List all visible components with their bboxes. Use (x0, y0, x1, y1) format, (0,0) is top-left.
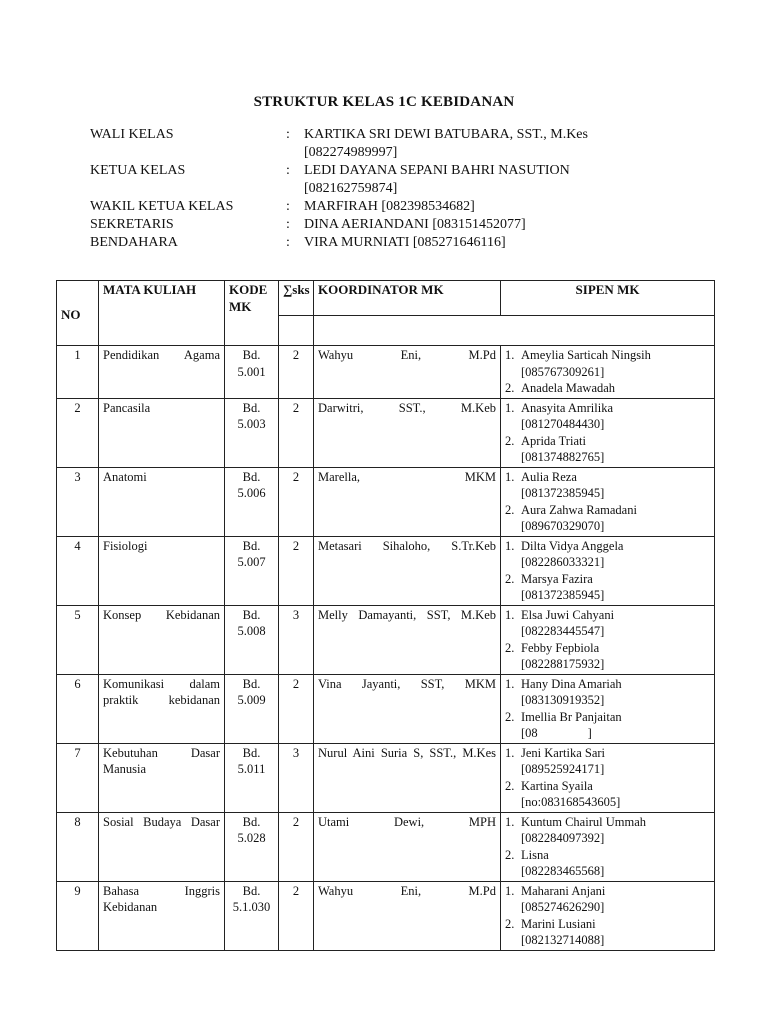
sipen-name: Ameylia Sarticah Ningsih (521, 348, 651, 362)
course-sipen (501, 398, 715, 467)
course-code: Bd. 5.006 (225, 467, 279, 536)
sipen-number: 1. (505, 883, 515, 898)
course-no: 6 (57, 674, 99, 743)
officer-name: MARFIRAH [082398534682] (304, 199, 475, 214)
sipen-phone: [081374882765] (521, 450, 605, 464)
sipen-name: Dilta Vidya Anggela (521, 538, 624, 553)
sipen-item (505, 778, 710, 795)
header-no: NO (57, 281, 99, 346)
course-no: 9 (57, 881, 99, 950)
officer-name: VIRA MURNIATI [085271646116] (304, 235, 506, 250)
course-coordinator: Wahyu Eni, M.Pd (314, 881, 501, 950)
sipen-item (505, 847, 710, 864)
header-kode-mk: KODE MK (225, 281, 279, 346)
course-sipen (501, 674, 715, 743)
sipen-name: Aulia Reza (521, 469, 577, 484)
course-no: 5 (57, 605, 99, 674)
sipen-item (505, 400, 710, 417)
sipen-number: 2. (505, 778, 515, 793)
officer-role: WALI KELAS (90, 127, 174, 142)
course-name: Bahasa Inggris Kebidanan (99, 881, 225, 950)
course-code: Bd. 5.003 (225, 398, 279, 467)
colon: : (286, 217, 290, 232)
course-coordinator: Nurul Aini Suria S, SST., M.Kes (314, 743, 501, 812)
officer-row (90, 126, 650, 162)
sipen-number: 2. (505, 640, 515, 655)
sipen-name: Anadela Mawadah (521, 381, 616, 395)
course-coordinator: Marella, MKM (314, 467, 501, 536)
sipen-phone: [085767309261] (521, 364, 605, 379)
course-code: Bd. 5.007 (225, 536, 279, 605)
sipen-number: 1. (505, 469, 515, 484)
sipen-number: 1. (505, 400, 515, 415)
course-sipen (501, 536, 715, 605)
colon: : (286, 163, 290, 178)
sipen-number: 1. (505, 348, 515, 362)
course-sipen (501, 881, 715, 950)
course-code: Bd. 5.008 (225, 605, 279, 674)
course-sks: 2 (279, 812, 314, 881)
header-mata-kuliah: MATA KULIAH (99, 281, 225, 346)
sipen-item (505, 607, 710, 624)
sipen-phone: [081372385945] (521, 588, 605, 602)
sipen-item (505, 709, 710, 726)
sipen-number: 2. (505, 571, 515, 586)
sipen-item (505, 814, 710, 831)
officer-row (90, 216, 650, 234)
sipen-item (505, 502, 710, 519)
course-sipen (501, 605, 715, 674)
course-coordinator: Vina Jayanti, SST, MKM (314, 674, 501, 743)
course-name: Komunikasi dalam praktik kebidanan (99, 674, 225, 743)
course-no: 8 (57, 812, 99, 881)
course-name: Konsep Kebidanan (99, 605, 225, 674)
officer-name: KARTIKA SRI DEWI BATUBARA, SST., M.Kes [082274989997] (304, 127, 588, 160)
course-coordinator: Darwitri, SST., M.Keb (314, 398, 501, 467)
course-table-body (57, 346, 715, 951)
sipen-name: Anasyita Amrilika (521, 400, 613, 415)
officer-row (90, 198, 650, 216)
sipen-number: 2. (505, 916, 515, 931)
sipen-name: Aprida Triati (521, 433, 586, 448)
sipen-name: Aura Zahwa Ramadani (521, 502, 637, 517)
course-coordinator: Utami Dewi, MPH (314, 812, 501, 881)
sipen-item (505, 640, 710, 657)
header-blank-cell (279, 316, 314, 346)
officer-row (90, 162, 650, 198)
header-koordinator: KOORDINATOR MK (314, 281, 501, 316)
course-row (57, 743, 715, 812)
sipen-name: Hany Dina Amariah (521, 676, 622, 691)
course-name: Pancasila (99, 398, 225, 467)
sipen-name: Jeni Kartika Sari (521, 745, 606, 760)
sipen-phone: [no:083168543605] (521, 795, 621, 809)
officer-role: BENDAHARA (90, 235, 178, 250)
sipen-phone: [081372385945] (521, 486, 605, 500)
officer-row (90, 234, 650, 252)
sipen-name: Kartina Syaila (521, 778, 593, 793)
course-row (57, 346, 715, 399)
document-title: STRUKTUR KELAS 1C KEBIDANAN (253, 94, 515, 110)
course-no: 3 (57, 467, 99, 536)
course-code: Bd. 5.001 (225, 346, 279, 399)
sipen-number: 2. (505, 433, 515, 448)
officer-role: KETUA KELAS (90, 163, 186, 178)
sipen-phone: [082286033321] (521, 555, 605, 569)
course-row (57, 605, 715, 674)
officer-name: LEDI DAYANA SEPANI BAHRI NASUTION [082162759874] (304, 163, 570, 196)
sipen-name: Marsya Fazira (521, 571, 593, 586)
officer-role: SEKRETARIS (90, 217, 174, 232)
officer-role: WAKIL KETUA KELAS (90, 199, 234, 214)
course-sks: 2 (279, 881, 314, 950)
course-sks: 3 (279, 605, 314, 674)
course-no: 1 (57, 346, 99, 399)
course-sks: 2 (279, 674, 314, 743)
header-sipen: SIPEN MK (501, 281, 715, 316)
course-code: Bd. 5.028 (225, 812, 279, 881)
sipen-number: 1. (505, 745, 515, 760)
sipen-name: Maharani Anjani (521, 883, 606, 898)
course-row (57, 467, 715, 536)
sipen-item (505, 347, 710, 364)
sipen-phone: [081270484430] (521, 417, 605, 431)
course-code: Bd. 5.1.030 (225, 881, 279, 950)
sipen-item (505, 916, 710, 933)
header-blank-cell (314, 316, 715, 346)
course-coordinator: Wahyu Eni, M.Pd (314, 346, 501, 399)
sipen-item (505, 571, 710, 588)
sipen-name: Imellia Br Panjaitan (521, 709, 622, 724)
sipen-number: 1. (505, 814, 515, 829)
sipen-phone: [08 ] (521, 726, 592, 740)
header-sks: ∑sks (279, 281, 314, 316)
course-sipen (501, 467, 715, 536)
sipen-number: 1. (505, 607, 515, 622)
sipen-phone: [089670329070] (521, 519, 605, 533)
sipen-name: Elsa Juwi Cahyani (521, 607, 615, 622)
sipen-item (505, 538, 710, 555)
course-name: Pendidikan Agama (99, 346, 225, 399)
sipen-phone: [085274626290] (521, 900, 605, 914)
sipen-item (505, 676, 710, 693)
sipen-name: Lisna (521, 847, 549, 862)
sipen-item (505, 380, 710, 397)
sipen-item (505, 883, 710, 900)
course-sks: 2 (279, 398, 314, 467)
course-sks: 2 (279, 346, 314, 399)
sipen-number: 1. (505, 538, 515, 553)
sipen-name: Marini Lusiani (521, 916, 596, 931)
sipen-phone: [082283445547] (521, 624, 605, 638)
officer-name: DINA AERIANDANI [083151452077] (304, 217, 526, 232)
course-name: Sosial Budaya Dasar (99, 812, 225, 881)
course-no: 2 (57, 398, 99, 467)
course-no: 4 (57, 536, 99, 605)
course-name: Anatomi (99, 467, 225, 536)
sipen-number: 2. (505, 381, 515, 395)
colon: : (286, 199, 290, 214)
sipen-item (505, 433, 710, 450)
course-sipen (501, 346, 715, 399)
sipen-item (505, 745, 710, 762)
course-sipen (501, 743, 715, 812)
colon: : (286, 127, 290, 142)
sipen-name: Febby Fepbiola (521, 640, 600, 655)
course-row (57, 881, 715, 950)
course-coordinator: Metasari Sihaloho, S.Tr.Keb (314, 536, 501, 605)
course-row (57, 398, 715, 467)
course-no: 7 (57, 743, 99, 812)
course-name: Kebutuhan Dasar Manusia (99, 743, 225, 812)
sipen-phone: [082288175932] (521, 657, 605, 671)
sipen-phone: [082284097392] (521, 831, 605, 845)
course-sks: 2 (279, 467, 314, 536)
sipen-number: 1. (505, 676, 515, 691)
sipen-phone: [082283465568] (521, 864, 605, 878)
sipen-item (505, 469, 710, 486)
sipen-name: Kuntum Chairul Ummah (521, 814, 646, 829)
sipen-phone: [089525924171] (521, 762, 605, 776)
sipen-number: 2. (505, 847, 515, 862)
colon: : (286, 235, 290, 250)
class-officers (90, 126, 650, 252)
sipen-number: 2. (505, 709, 515, 724)
course-table (56, 280, 715, 951)
course-code: Bd. 5.009 (225, 674, 279, 743)
sipen-phone: [083130919352] (521, 693, 605, 707)
course-row (57, 536, 715, 605)
course-coordinator: Melly Damayanti, SST, M.Keb (314, 605, 501, 674)
course-sipen (501, 812, 715, 881)
course-row (57, 674, 715, 743)
sipen-phone: [082132714088] (521, 933, 605, 947)
course-code: Bd. 5.011 (225, 743, 279, 812)
sipen-number: 2. (505, 502, 515, 517)
course-row (57, 812, 715, 881)
course-sks: 3 (279, 743, 314, 812)
course-sks: 2 (279, 536, 314, 605)
course-name: Fisiologi (99, 536, 225, 605)
